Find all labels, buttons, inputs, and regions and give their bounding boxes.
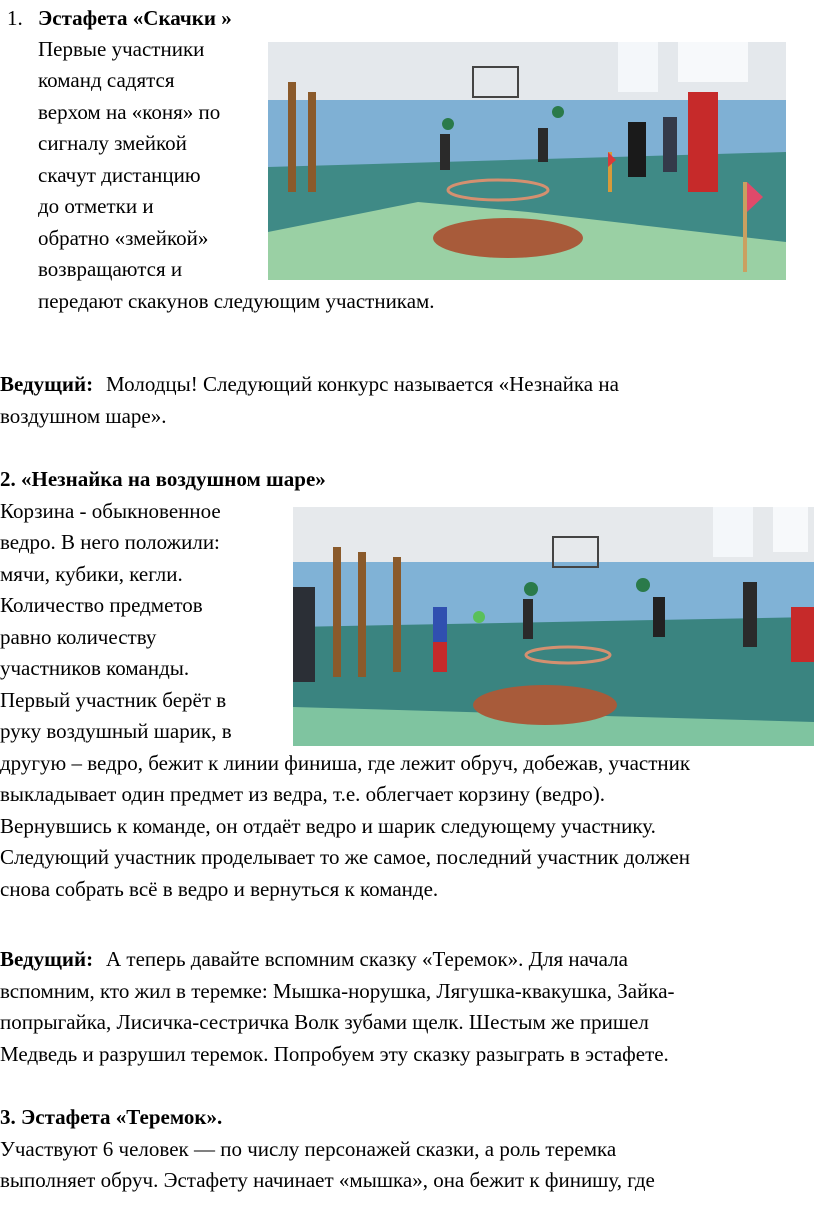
section-2-line: Следующий участник проделывает то же самое, последний участник должен	[0, 845, 691, 869]
section-1-line: обратно «змейкой»	[38, 226, 209, 250]
host-text-line: попрыгайка, Лисичка-сестричка Волк зубами щелк. Шестым же пришел	[0, 1010, 649, 1034]
host-text-line: Медведь и разрушил теремок. Попробуем эту сказку разыграть в эстафете.	[0, 1042, 669, 1066]
section-2-line: Количество предметов	[0, 593, 203, 617]
section-1-line: передают скакунов следующим участникам.	[38, 289, 435, 313]
section-1-line: до отметки и	[38, 194, 154, 218]
host-text-line: вспомним, кто жил в теремке: Мышка-норушка, Лягушка-квакушка, Зайка-	[0, 979, 675, 1003]
section-1-title: Эстафета «Скачки »	[38, 6, 232, 30]
section-2-line: выкладывает один предмет из ведра, т.е. облегчает корзину (ведро).	[0, 782, 606, 806]
section-1-line: сигналу змейкой	[38, 131, 187, 155]
section-1-line: верхом на «коня» по	[38, 100, 221, 124]
host-text-line: воздушном шаре».	[0, 404, 167, 428]
section-1-line: Первые участники	[38, 37, 205, 61]
list-number: 1.	[7, 6, 23, 30]
section-2-line: Первый участник берёт в	[0, 688, 227, 712]
host-label: Ведущий:	[0, 947, 94, 971]
gym-photo-horse-relay	[268, 42, 786, 280]
host-text-line: Молодцы! Следующий конкурс называется «Незнайка на	[106, 372, 619, 396]
section-2-line: мячи, кубики, кегли.	[0, 562, 183, 586]
section-1-line: скачут дистанцию	[38, 163, 201, 187]
section-1-line: возвращаются и	[38, 257, 183, 281]
section-2-line: руку воздушный шарик, в	[0, 719, 232, 743]
section-3-line: выполняет обруч. Эстафету начинает «мышка», она бежит к финишу, где	[0, 1168, 655, 1192]
host-text-line: А теперь давайте вспомним сказку «Теремок». Для начала	[106, 947, 628, 971]
section-3-title: 3. Эстафета «Теремок».	[0, 1105, 223, 1129]
section-2-line: равно количеству	[0, 625, 157, 649]
gym-photo-balloon-relay	[293, 507, 814, 746]
section-2-line: ведро. В него положили:	[0, 530, 220, 554]
section-2-line: Вернувшись к команде, он отдаёт ведро и шарик следующему участнику.	[0, 814, 656, 838]
section-2-line: Корзина - обыкновенное	[0, 499, 221, 523]
section-2-line: снова собрать всё в ведро и вернуться к команде.	[0, 877, 439, 901]
section-2-line: другую – ведро, бежит к линии финиша, где лежит обруч, добежав, участник	[0, 751, 691, 775]
section-1-line: команд садятся	[38, 68, 175, 92]
section-3-line: Участвуют 6 человек — по числу персонажей сказки, а роль теремка	[0, 1137, 617, 1161]
section-2-title: 2. «Незнайка на воздушном шаре»	[0, 467, 326, 491]
host-label: Ведущий:	[0, 372, 94, 396]
section-2-line: участников команды.	[0, 656, 190, 680]
